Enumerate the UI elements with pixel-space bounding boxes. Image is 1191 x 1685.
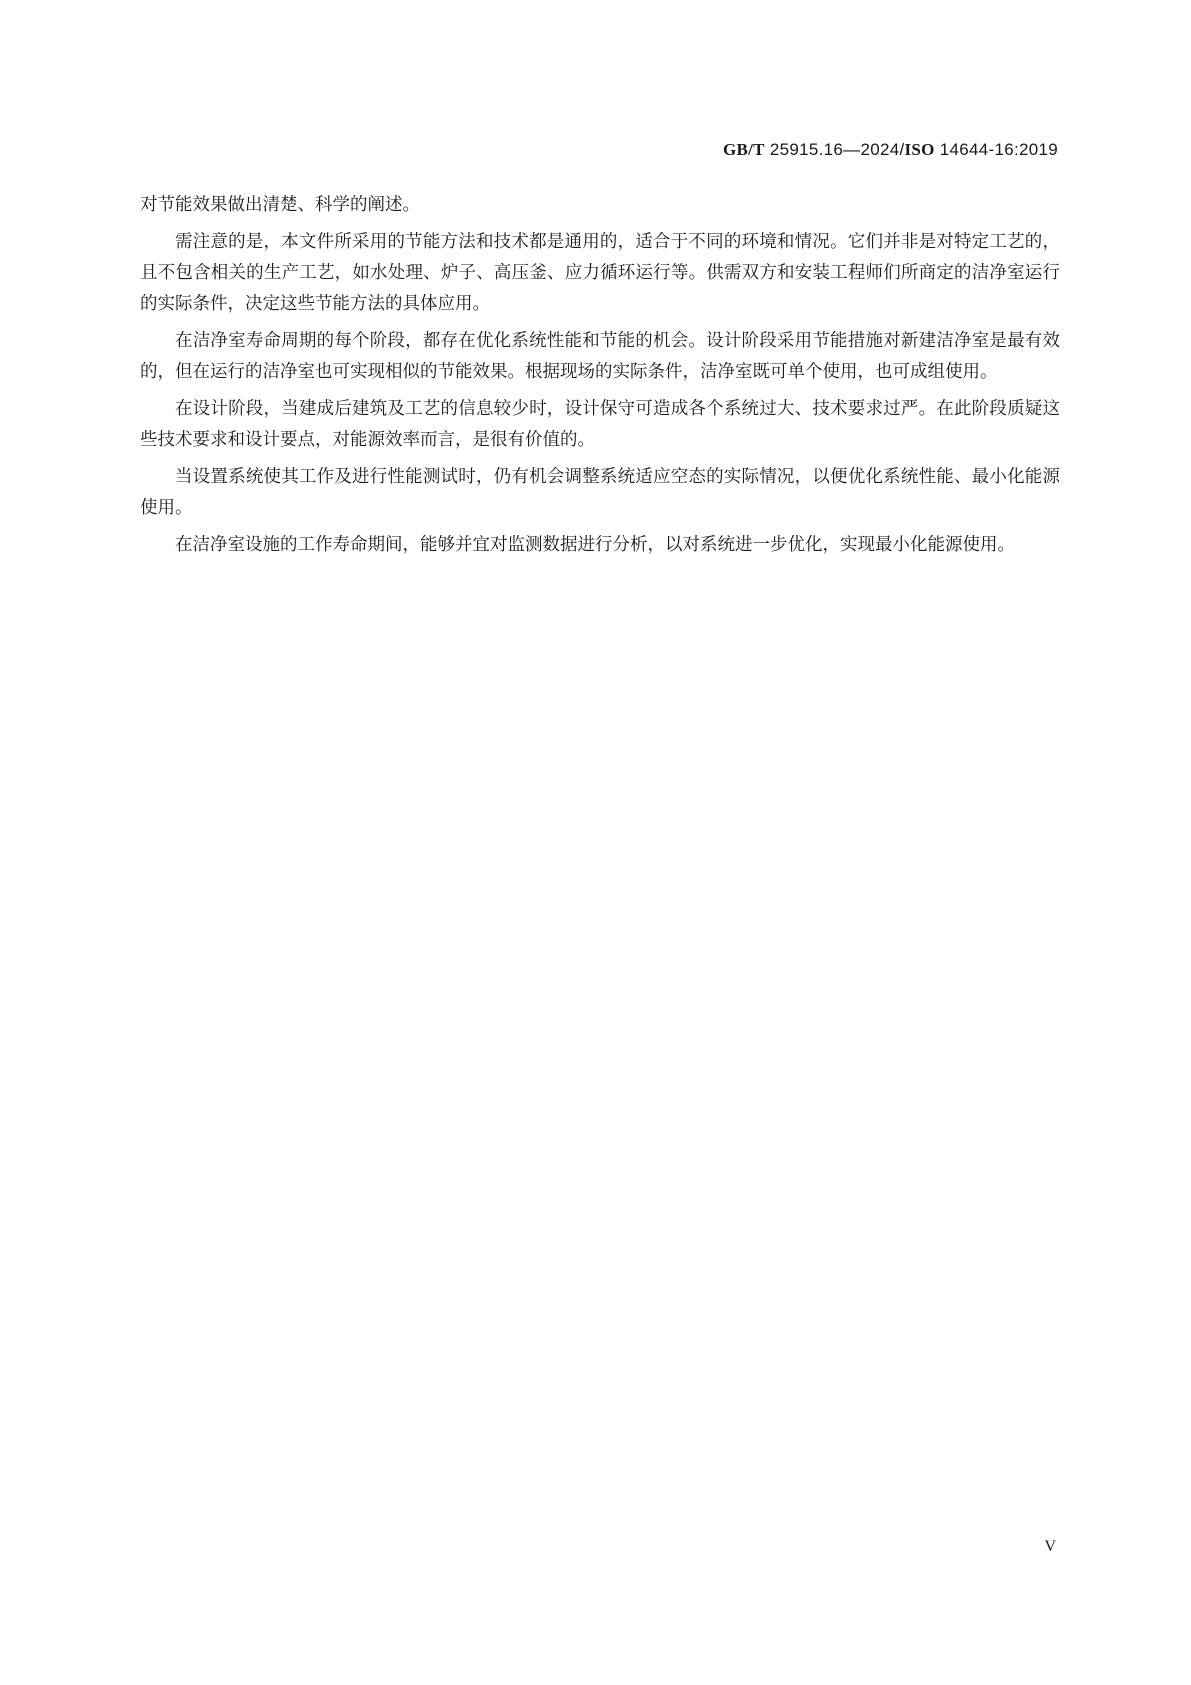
page-number: V xyxy=(1044,1538,1056,1555)
header-iso: ISO xyxy=(904,140,935,159)
paragraph: 在洁净室寿命周期的每个阶段，都存在优化系统性能和节能的机会。设计阶段采用节能措施对新建洁净室是最有效的，但在运行的洁净室也可实现相似的节能效果。根据现场的实际条件，洁净室既可单个使用，也可成组使用。 xyxy=(140,331,1060,382)
body-text xyxy=(140,190,1060,567)
header-prefix: GB/T xyxy=(722,140,765,159)
standard-number-header xyxy=(723,140,1058,160)
paragraph: 在设计阶段，当建成后建筑及工艺的信息较少时，设计保守可造成各个系统过大、技术要求过严。在此阶段质疑这些技术要求和设计要点，对能源效率而言，是很有价值的。 xyxy=(140,399,1060,450)
paragraph: 在洁净室设施的工作寿命期间，能够并宜对监测数据进行分析，以对系统进一步优化，实现最小化能源使用。 xyxy=(175,535,1015,555)
paragraph: 需注意的是，本文件所采用的节能方法和技术都是通用的，适合于不同的环境和情况。它们并非是对特定工艺的，且不包含相关的生产工艺，如水处理、炉子、高压釜、应力循环运行等。供需双方和安装工程师们所商定的洁净室运行的实际条件，决定这些节能方法的具体应用。 xyxy=(140,232,1060,314)
header-number: 25915.16—2024/ xyxy=(764,140,905,159)
header-iso-number: 14644-16:2019 xyxy=(934,140,1058,159)
paragraph-continuation: 对节能效果做出清楚、科学的阐述。 xyxy=(140,195,420,215)
paragraph: 当设置系统使其工作及进行性能测试时，仍有机会调整系统适应空态的实际情况，以便优化系统性能、最小化能源使用。 xyxy=(140,467,1060,518)
